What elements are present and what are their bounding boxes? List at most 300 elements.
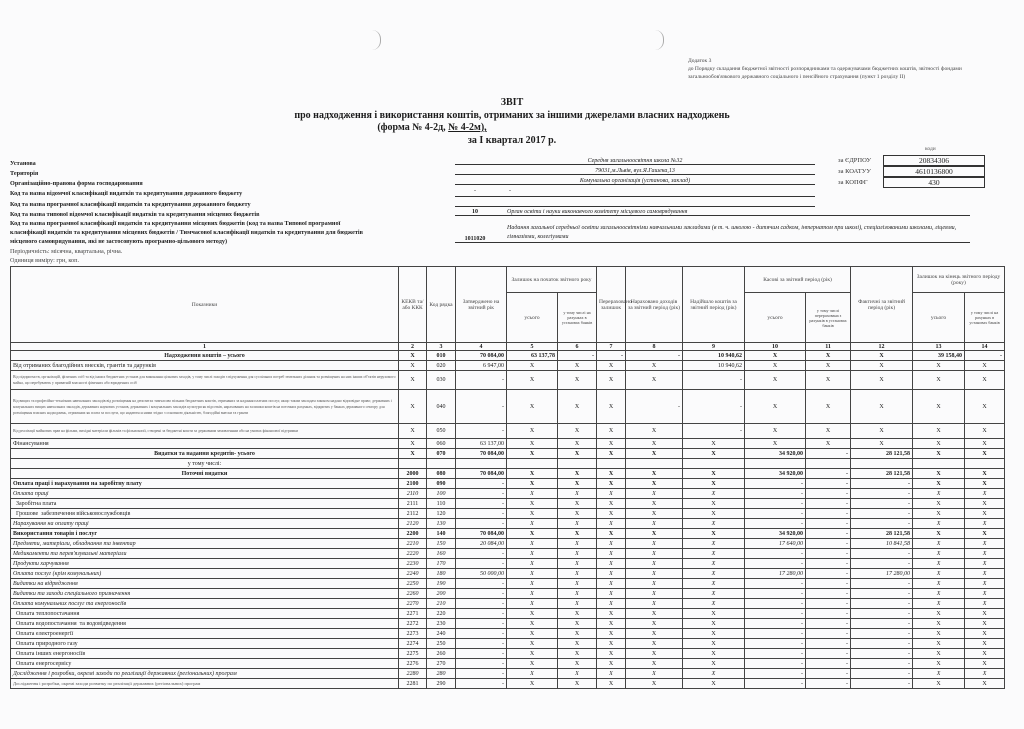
row-cell-col4: - — [456, 619, 507, 629]
row-cell-col6: X — [558, 371, 597, 390]
row-indicator-name: Оплата комунальних послуг та енергоносіїв — [11, 599, 399, 609]
row-cell-col7: X — [597, 424, 626, 439]
row-cell-col10: - — [745, 599, 806, 609]
row-indicator-name: Надходження коштів – усього — [11, 351, 399, 361]
row-cell-col8: X — [626, 424, 683, 439]
row-cell-col3: 140 — [427, 529, 456, 539]
row-cell-col8: X — [626, 659, 683, 669]
header-cash-banks: у тому числі перерахована з рахунків в установах банків — [806, 293, 851, 343]
row-cell-col3: 070 — [427, 449, 456, 459]
row-cell-col14: X — [965, 489, 1005, 499]
row-indicator-name: Оплата теплопостачання — [11, 609, 399, 619]
row-cell-col11: - — [806, 679, 851, 689]
row-cell-col11: X — [806, 390, 851, 424]
row-cell-col6: X — [558, 669, 597, 679]
row-cell-col8: X — [626, 489, 683, 499]
row-cell-col3: 160 — [427, 549, 456, 559]
column-number: 11 — [806, 343, 851, 351]
row-cell-col7: X — [597, 659, 626, 669]
row-cell-col10: - — [745, 479, 806, 489]
row-cell-col11: - — [806, 579, 851, 589]
row-cell-col3: 100 — [427, 489, 456, 499]
codes-header: коди — [925, 146, 936, 152]
row-cell-col14: X — [965, 449, 1005, 459]
row-cell-col4: - — [456, 599, 507, 609]
row-cell-col13: X — [913, 479, 965, 489]
row-cell-col12: 10 841,58 — [851, 539, 913, 549]
row-cell-col2: 2210 — [399, 539, 427, 549]
row-cell-col13: X — [913, 569, 965, 579]
column-number: 10 — [745, 343, 806, 351]
row-cell-col10: X — [745, 351, 806, 361]
row-cell-col8: X — [626, 469, 683, 479]
report-period: за I квартал 2017 р. — [467, 135, 557, 146]
table-row — [11, 489, 1005, 499]
row-cell-col12: - — [851, 549, 913, 559]
row-indicator-name: Оплата водопостачання та водовідведення — [11, 619, 399, 629]
row-cell-col11: - — [806, 569, 851, 579]
row-indicator-name: Від підприємств, організацій, фізичних осіб та від інших бюджетних установ для виконання цільових заходів, у тому числі заходів з відчуження для суспільних потреб земельних ділянок та розміщених на них інших об'єктів нерухомого майна, що перебувають у приватній власності фізичних або юридичних осіб — [11, 371, 399, 390]
header-transferred: Перераховано залишок — [597, 267, 626, 343]
row-cell-col4: - — [456, 519, 507, 529]
row-cell-col14: X — [965, 469, 1005, 479]
row-cell-col4: - — [456, 509, 507, 519]
row-indicator-name: Від отриманих благодійних внесків, грантів та дарунків — [11, 361, 399, 371]
row-cell-col3: 200 — [427, 589, 456, 599]
table-row — [11, 629, 1005, 639]
report-subtitle: про надходження і використання коштів, отриманих за іншими джерелами власних надходжень — [294, 110, 730, 121]
row-cell-col2: X — [399, 390, 427, 424]
row-cell-col5: X — [507, 589, 558, 599]
row-cell-col6: X — [558, 529, 597, 539]
header-balance-start: Залишок на початок звітного року — [507, 267, 597, 293]
row-cell-col3: 190 — [427, 579, 456, 589]
row-indicator-name: Заробітна плата — [11, 499, 399, 509]
row-cell-col8: X — [626, 569, 683, 579]
row-cell-col13: X — [913, 361, 965, 371]
row-cell-col7: X — [597, 629, 626, 639]
row-cell-col14: X — [965, 669, 1005, 679]
row-cell-col10: X — [745, 424, 806, 439]
row-cell-col11: - — [806, 449, 851, 459]
column-number: 5 — [507, 343, 558, 351]
prog-local-label-1: Код та назва програмної класифікації видатків та кредитування місцевих бюджетів (код та назва Типової програмної — [10, 220, 341, 227]
row-cell-col4: - — [456, 549, 507, 559]
row-cell-col4: 50 000,00 — [456, 569, 507, 579]
row-cell-col6: X — [558, 559, 597, 569]
row-cell-col5: X — [507, 539, 558, 549]
row-cell-col4: 70 084,00 — [456, 529, 507, 539]
row-cell-col14: X — [965, 659, 1005, 669]
typical-dept-code: 10 — [455, 209, 495, 216]
row-cell-col12: - — [851, 639, 913, 649]
row-cell-col11: X — [806, 351, 851, 361]
row-cell-col2: 2100 — [399, 479, 427, 489]
row-cell-col6: X — [558, 619, 597, 629]
table-row — [11, 579, 1005, 589]
row-cell-col13: X — [913, 390, 965, 424]
row-cell-col3: 020 — [427, 361, 456, 371]
row-cell-col11: - — [806, 509, 851, 519]
row-cell-col14: X — [965, 539, 1005, 549]
row-cell-col12: 28 121,58 — [851, 469, 913, 479]
row-cell-col13: X — [913, 589, 965, 599]
row-cell-col13: X — [913, 371, 965, 390]
table-row — [11, 559, 1005, 569]
row-cell-col5: X — [507, 361, 558, 371]
row-cell-col9: X — [683, 479, 745, 489]
row-cell-col2: 2270 — [399, 599, 427, 609]
row-cell-col7: X — [597, 469, 626, 479]
column-number: 13 — [913, 343, 965, 351]
row-cell-col9: X — [683, 649, 745, 659]
row-cell-col14: X — [965, 609, 1005, 619]
row-cell-col14: X — [965, 559, 1005, 569]
row-cell-col7: X — [597, 499, 626, 509]
row-cell-col6: X — [558, 569, 597, 579]
row-cell-col8: X — [626, 629, 683, 639]
row-cell-col3: 280 — [427, 669, 456, 679]
row-cell-col11: - — [806, 639, 851, 649]
row-cell-col9: X — [683, 549, 745, 559]
row-cell-col2: 2271 — [399, 609, 427, 619]
row-cell-col8: X — [626, 559, 683, 569]
row-cell-col8: X — [626, 371, 683, 390]
row-cell-col2: 2112 — [399, 509, 427, 519]
row-cell-col12: - — [851, 629, 913, 639]
row-cell-col7: X — [597, 529, 626, 539]
row-cell-col2: X — [399, 424, 427, 439]
row-cell-col10: 34 920,00 — [745, 469, 806, 479]
row-cell-col7: X — [597, 439, 626, 449]
row-cell-col12: X — [851, 424, 913, 439]
row-cell-col8: X — [626, 649, 683, 659]
kopfg-label: за КОПФГ — [838, 179, 868, 186]
row-cell-col8: - — [626, 351, 683, 361]
table-row — [11, 539, 1005, 549]
row-cell-col9: X — [683, 499, 745, 509]
row-cell-col10: X — [745, 439, 806, 449]
row-cell-col12: - — [851, 679, 913, 689]
kopfg-code: 430 — [883, 177, 985, 188]
row-cell-col6: X — [558, 579, 597, 589]
column-number: 1 — [11, 343, 399, 351]
row-cell-col4: - — [456, 424, 507, 439]
row-cell-col9: - — [683, 371, 745, 390]
row-cell-col6: X — [558, 509, 597, 519]
row-cell-col2: 2110 — [399, 489, 427, 499]
row-cell-col9: 10 940,62 — [683, 351, 745, 361]
row-cell-col3: 260 — [427, 649, 456, 659]
territory-label: Територія — [10, 170, 39, 177]
row-cell-col12: - — [851, 599, 913, 609]
row-cell-col11: - — [806, 479, 851, 489]
row-cell-col6: - — [558, 351, 597, 361]
row-cell-col11: - — [806, 659, 851, 669]
row-cell-col5: X — [507, 639, 558, 649]
row-cell-col12: 28 121,58 — [851, 449, 913, 459]
row-cell-col6: X — [558, 449, 597, 459]
row-indicator-name: Продукти харчування — [11, 559, 399, 569]
row-cell-col11: - — [806, 669, 851, 679]
form-selected: № 4-2м), — [448, 122, 487, 133]
row-cell-col6: X — [558, 659, 597, 669]
row-cell-col2: X — [399, 449, 427, 459]
punch-hole-right — [655, 30, 664, 50]
row-cell-col5: X — [507, 669, 558, 679]
row-cell-col6 — [558, 459, 597, 469]
row-cell-col9: X — [683, 529, 745, 539]
row-cell-col4: 70 084,00 — [456, 449, 507, 459]
row-cell-col5: X — [507, 579, 558, 589]
row-cell-col13: 39 158,40 — [913, 351, 965, 361]
column-number: 4 — [456, 343, 507, 351]
row-cell-col11: - — [806, 489, 851, 499]
appendix-title: Додаток 3 — [688, 58, 712, 64]
header-cash-total: усього — [745, 293, 806, 343]
row-cell-col13: X — [913, 539, 965, 549]
row-cell-col5: X — [507, 609, 558, 619]
row-cell-col9: X — [683, 519, 745, 529]
row-cell-col11: - — [806, 469, 851, 479]
row-cell-col13: X — [913, 449, 965, 459]
row-cell-col11: - — [806, 539, 851, 549]
row-cell-col13: X — [913, 509, 965, 519]
row-cell-col3: 050 — [427, 424, 456, 439]
row-cell-col6: X — [558, 489, 597, 499]
row-cell-col6: X — [558, 361, 597, 371]
row-cell-col2: 2250 — [399, 579, 427, 589]
row-cell-col6: X — [558, 599, 597, 609]
row-cell-col12: - — [851, 659, 913, 669]
table-row — [11, 361, 1005, 371]
row-cell-col13: X — [913, 579, 965, 589]
column-number: 9 — [683, 343, 745, 351]
table-row — [11, 479, 1005, 489]
row-cell-col10: - — [745, 579, 806, 589]
row-cell-col4: 6 947,00 — [456, 361, 507, 371]
row-cell-col7: X — [597, 449, 626, 459]
row-cell-col5: X — [507, 619, 558, 629]
row-cell-col3: 090 — [427, 479, 456, 489]
row-cell-col10: X — [745, 390, 806, 424]
header-balance-end: Залишок на кінець звітного періоду (року) — [913, 267, 1005, 293]
table-row — [11, 371, 1005, 390]
dept-class-state-name: - — [509, 188, 511, 194]
row-indicator-name: Нарахування на оплату праці — [11, 519, 399, 529]
row-cell-col5: X — [507, 371, 558, 390]
row-cell-col13: X — [913, 639, 965, 649]
row-cell-col3 — [427, 459, 456, 469]
row-cell-col10: 17 640,00 — [745, 539, 806, 549]
row-cell-col10: - — [745, 679, 806, 689]
row-cell-col14: X — [965, 569, 1005, 579]
row-cell-col9: X — [683, 639, 745, 649]
row-cell-col10: - — [745, 659, 806, 669]
row-cell-col2: 2276 — [399, 659, 427, 669]
row-cell-col7: - — [597, 351, 626, 361]
row-cell-col4: 70 084,00 — [456, 469, 507, 479]
row-cell-col7: X — [597, 361, 626, 371]
row-cell-col5: X — [507, 424, 558, 439]
prog-local-name: Надання загальної середньої освіти загальноосвітніми навчальними закладами (в т. ч. школою - дитячим садком, інтернатом при школі), спеціалізованими школами, ліцеями, гімназіями, колегіумами — [495, 224, 970, 243]
row-cell-col14: X — [965, 479, 1005, 489]
row-indicator-name: у тому числі: — [11, 459, 399, 469]
row-cell-col13: X — [913, 669, 965, 679]
row-cell-col14: - — [965, 351, 1005, 361]
row-cell-col10: X — [745, 371, 806, 390]
row-cell-col4: - — [456, 669, 507, 679]
row-indicator-name: Від реалізації майнових прав на фільми, вихідні матеріали фільмів та фільмокопії, створені за бюджетні кошти за державним замовленням або на умовах фінансової підтримки — [11, 424, 399, 439]
row-cell-col9: X — [683, 599, 745, 609]
table-row — [11, 659, 1005, 669]
row-cell-col9: - — [683, 424, 745, 439]
row-cell-col8: X — [626, 679, 683, 689]
row-cell-col5: 63 137,78 — [507, 351, 558, 361]
row-cell-col14: X — [965, 361, 1005, 371]
row-cell-col11: X — [806, 361, 851, 371]
table-row — [11, 351, 1005, 361]
row-cell-col12: - — [851, 499, 913, 509]
row-cell-col10: 34 920,00 — [745, 529, 806, 539]
row-cell-col7: X — [597, 619, 626, 629]
row-cell-col2: 2240 — [399, 569, 427, 579]
table-row — [11, 459, 1005, 469]
row-cell-col6: X — [558, 390, 597, 424]
row-cell-col10: X — [745, 361, 806, 371]
row-cell-col14: X — [965, 579, 1005, 589]
row-cell-col5: X — [507, 549, 558, 559]
row-cell-col5: X — [507, 569, 558, 579]
row-cell-col2: 2000 — [399, 469, 427, 479]
table-row — [11, 499, 1005, 509]
row-cell-col11: X — [806, 439, 851, 449]
row-cell-col14: X — [965, 439, 1005, 449]
row-cell-col9: 10 940,62 — [683, 361, 745, 371]
header-cash: Касові за звітний період (рік) — [745, 267, 851, 293]
row-cell-col11 — [806, 459, 851, 469]
row-cell-col8: X — [626, 361, 683, 371]
row-cell-col7: X — [597, 539, 626, 549]
table-row — [11, 390, 1005, 424]
row-cell-col5: X — [507, 469, 558, 479]
row-cell-col10: - — [745, 639, 806, 649]
row-cell-col14: X — [965, 509, 1005, 519]
row-cell-col10: - — [745, 619, 806, 629]
row-cell-col13: X — [913, 659, 965, 669]
row-cell-col2: 2200 — [399, 529, 427, 539]
column-number: 6 — [558, 343, 597, 351]
row-cell-col13: X — [913, 519, 965, 529]
row-cell-col8: X — [626, 499, 683, 509]
row-cell-col8: X — [626, 589, 683, 599]
row-cell-col3: 230 — [427, 619, 456, 629]
row-cell-col8: X — [626, 439, 683, 449]
row-cell-col11: - — [806, 589, 851, 599]
row-cell-col13: X — [913, 489, 965, 499]
row-cell-col5: X — [507, 679, 558, 689]
row-cell-col3: 010 — [427, 351, 456, 361]
row-cell-col6: X — [558, 439, 597, 449]
row-cell-col13: X — [913, 609, 965, 619]
row-cell-col6: X — [558, 629, 597, 639]
row-cell-col12: - — [851, 559, 913, 569]
row-cell-col9: X — [683, 669, 745, 679]
row-cell-col13: X — [913, 469, 965, 479]
institution-label: Установа — [10, 160, 36, 167]
row-cell-col7: X — [597, 569, 626, 579]
header-balance-end-banks: у тому числі на рахунках в установах банків — [965, 293, 1005, 343]
row-cell-col5 — [507, 459, 558, 469]
header-balance-end-total: усього — [913, 293, 965, 343]
row-cell-col9: X — [683, 469, 745, 479]
row-cell-col4: - — [456, 609, 507, 619]
org-form-label: Організаційно-правова форма господарювання — [10, 180, 143, 187]
row-cell-col8: - — [626, 390, 683, 424]
row-cell-col11: - — [806, 529, 851, 539]
row-indicator-name: Оплата праці і нарахування на заробітну плату — [11, 479, 399, 489]
row-cell-col11: - — [806, 519, 851, 529]
row-cell-col9: X — [683, 679, 745, 689]
territory-value: 79031,м.Львів, вул.Я.Гашека,13 — [455, 168, 815, 175]
table-row — [11, 549, 1005, 559]
row-cell-col10: - — [745, 649, 806, 659]
row-cell-col14: X — [965, 519, 1005, 529]
row-cell-col14: X — [965, 639, 1005, 649]
row-cell-col8: X — [626, 479, 683, 489]
row-cell-col2: 2120 — [399, 519, 427, 529]
row-cell-col12: X — [851, 371, 913, 390]
row-cell-col3: 110 — [427, 499, 456, 509]
row-cell-col11: - — [806, 629, 851, 639]
row-cell-col4: 20 084,00 — [456, 539, 507, 549]
row-cell-col4: - — [456, 579, 507, 589]
row-cell-col2: X — [399, 371, 427, 390]
row-cell-col9: X — [683, 659, 745, 669]
periodicity: Періодичність: місячна, квартальна, річна. — [10, 248, 123, 255]
row-cell-col12: X — [851, 361, 913, 371]
row-cell-col14: X — [965, 649, 1005, 659]
row-indicator-name: Дослідження і розробки, окремі заходи розвитку по реалізації державних (регіональних) програм — [11, 679, 399, 689]
institution-value: Середня загальноосвітня школа №32 — [455, 158, 815, 165]
header-balance-start-banks: у тому числі на рахунках в установах банків — [558, 293, 597, 343]
row-indicator-name: Видатки на відрядження — [11, 579, 399, 589]
row-cell-col2: 2281 — [399, 679, 427, 689]
header-indicators: Показники — [11, 267, 399, 343]
row-cell-col5: X — [507, 559, 558, 569]
row-cell-col2: 2220 — [399, 549, 427, 559]
row-indicator-name: Використання товарів і послуг — [11, 529, 399, 539]
row-cell-col6: X — [558, 649, 597, 659]
row-cell-col2: X — [399, 361, 427, 371]
row-cell-col8: X — [626, 539, 683, 549]
table-row — [11, 669, 1005, 679]
row-cell-col11: - — [806, 619, 851, 629]
row-cell-col6: X — [558, 589, 597, 599]
row-cell-col2: 2280 — [399, 669, 427, 679]
row-cell-col5: X — [507, 599, 558, 609]
row-cell-col6: X — [558, 519, 597, 529]
row-cell-col5: X — [507, 629, 558, 639]
row-cell-col14: X — [965, 589, 1005, 599]
header-row-code: Код рядка — [427, 267, 456, 343]
row-cell-col13: X — [913, 619, 965, 629]
row-cell-col4: - — [456, 479, 507, 489]
row-cell-col13: X — [913, 439, 965, 449]
row-cell-col5: X — [507, 519, 558, 529]
row-cell-col12: 17 280,00 — [851, 569, 913, 579]
row-cell-col6: X — [558, 469, 597, 479]
